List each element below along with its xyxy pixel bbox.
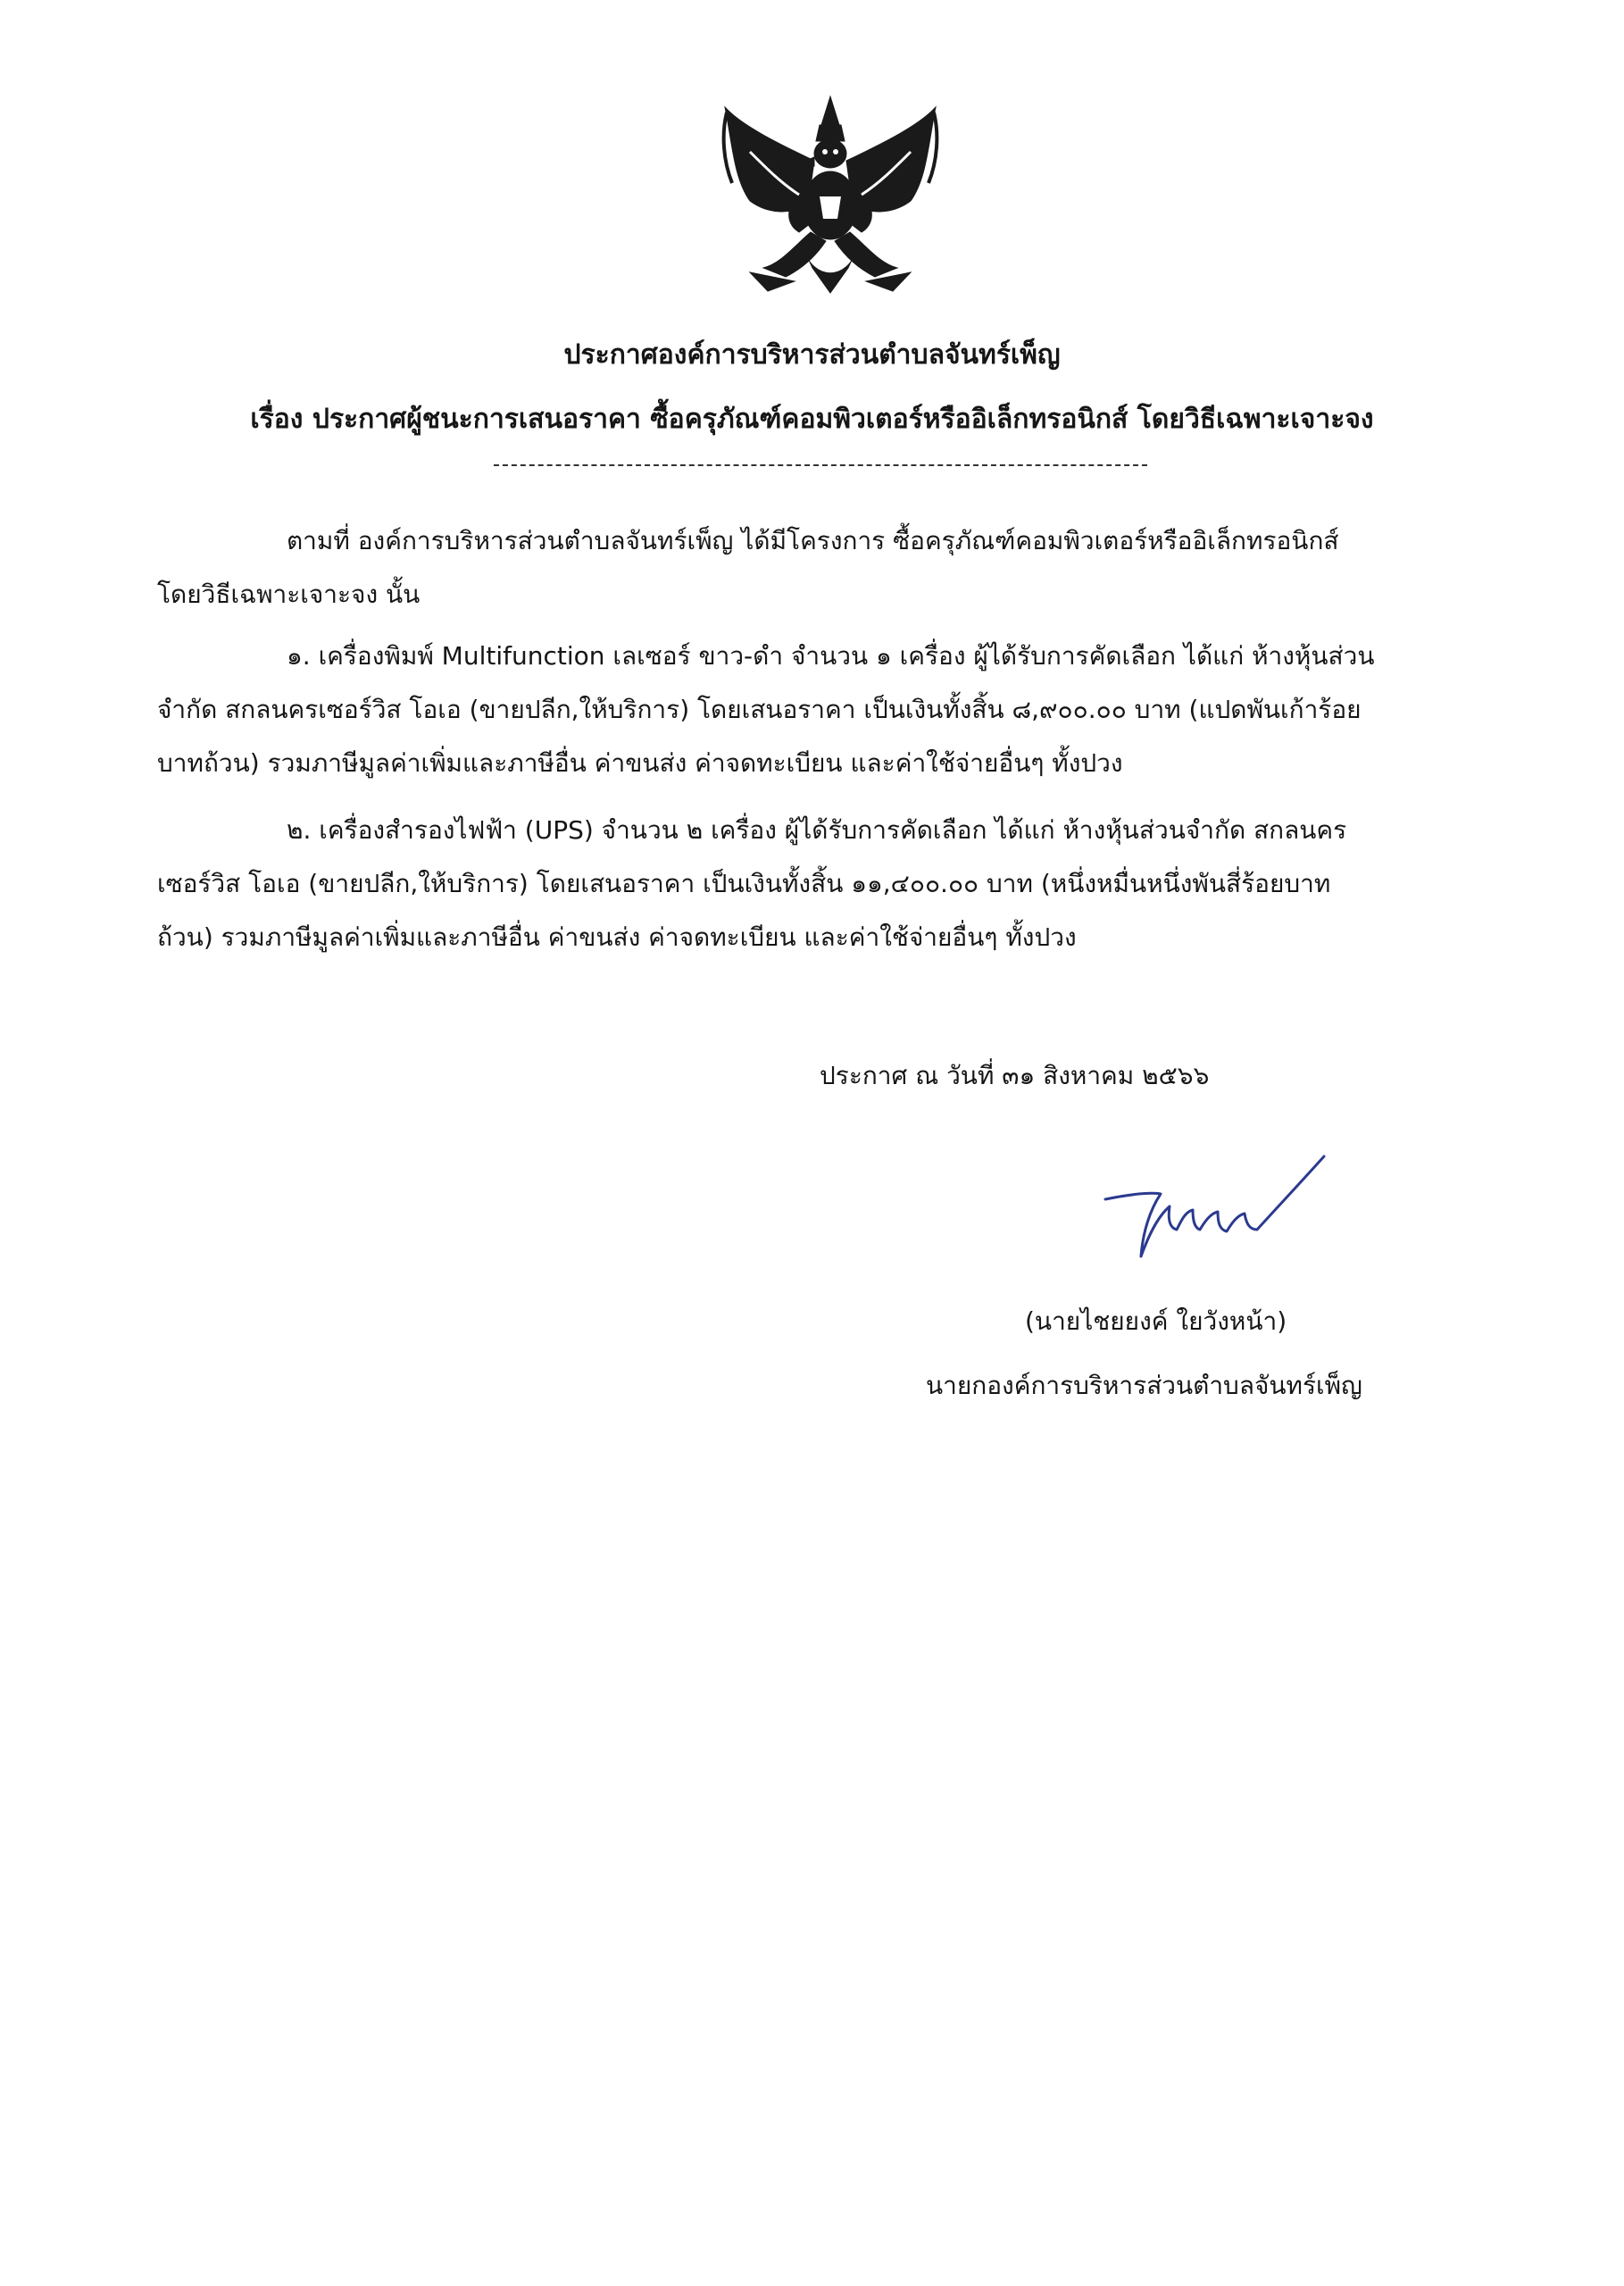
announcement-subject: เรื่อง ประกาศผู้ชนะการเสนอราคา ซื้อครุภัณฑ์คอมพิวเตอร์หรืออิเล็กทรอนิกส์ โดยวิธีเฉพาะเจาะจง [250, 404, 1374, 435]
announcement-date: ประกาศ ณ วันที่ ๓๑ สิงหาคม ๒๕๖๖ [820, 1061, 1210, 1090]
item-2-paragraph [157, 804, 1496, 964]
item-1-line: ๑. เครื่องพิมพ์ Multifunction เลเซอร์ ขาว-ดำ จำนวน ๑ เครื่อง ผู้ได้รับการคัดเลือก ได้แก่ ห้างหุ้นส่วน [287, 641, 1375, 671]
item-2-line: ถ้วน) รวมภาษีมูลค่าเพิ่มและภาษีอื่น ค่าขนส่ง ค่าจดทะเบียน และค่าใช้จ่ายอื่นๆ ทั้งปวง [157, 922, 1077, 952]
item-1-line: จำกัด สกลนครเซอร์วิส โอเอ (ขายปลีก,ให้บริการ) โดยเสนอราคา เป็นเงินทั้งสิ้น ๘,๙๐๐.๐๐ บาท (แปดพันเก้าร้อย [157, 695, 1362, 724]
garuda-emblem-icon [714, 89, 946, 313]
signer-name: (นายไชยยงค์ ใยวังหน้า) [1025, 1306, 1287, 1336]
announcement-title: ประกาศองค์การบริหารส่วนตำบลจันทร์เพ็ญ [563, 339, 1061, 371]
item-1-line: บาทถ้วน) รวมภาษีมูลค่าเพิ่มและภาษีอื่น ค่าขนส่ง ค่าจดทะเบียน และค่าใช้จ่ายอื่นๆ ทั้งปวง [157, 748, 1123, 778]
item-2-line: ๒. เครื่องสำรองไฟฟ้า (UPS) จำนวน ๒ เครื่อง ผู้ได้รับการคัดเลือก ได้แก่ ห้างหุ้นส่วนจำกัด สกลนคร [287, 815, 1347, 845]
handwritten-signature-icon [1096, 1147, 1328, 1272]
intro-line: โดยวิธีเฉพาะเจาะจง นั้น [157, 580, 421, 609]
intro-line: ตามที่ องค์การบริหารส่วนตำบลจันทร์เพ็ญ ได้มีโครงการ ซื้อครุภัณฑ์คอมพิวเตอร์หรืออิเล็กทรอนิกส์ [287, 526, 1339, 555]
item-1-paragraph [157, 630, 1496, 790]
title-separator [494, 464, 1147, 466]
item-2-line: เซอร์วิส โอเอ (ขายปลีก,ให้บริการ) โดยเสนอราคา เป็นเงินทั้งสิ้น ๑๑,๔๐๐.๐๐ บาท (หนึ่งหมื่นหนึ่งพันสี่ร้อยบาท [157, 869, 1331, 898]
signer-position: นายกองค์การบริหารส่วนตำบลจันทร์เพ็ญ [926, 1371, 1362, 1400]
intro-paragraph [157, 514, 1496, 622]
